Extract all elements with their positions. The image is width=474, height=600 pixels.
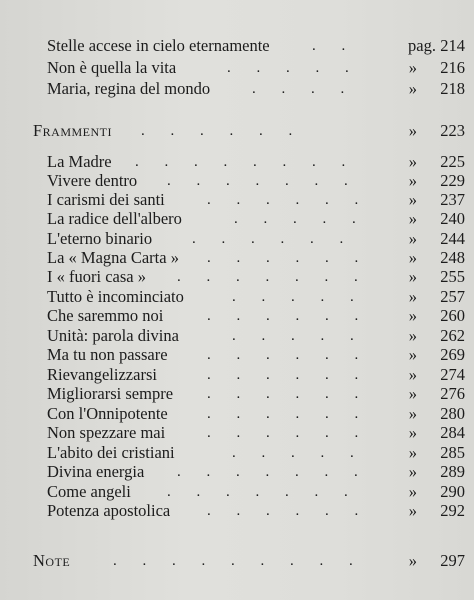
- ditto-marker: »: [408, 229, 417, 248]
- entry-title: I « fuori casa »: [47, 267, 146, 286]
- dot-leaders: . . . . . .: [207, 503, 370, 519]
- ditto-marker: »: [408, 209, 417, 228]
- entry-title: Vivere dentro: [47, 171, 138, 190]
- page-number: 284: [440, 423, 465, 442]
- entry-title: Ma tu non passare: [47, 345, 168, 364]
- dot-leaders: . . . . . .: [207, 406, 370, 422]
- ditto-marker: »: [408, 501, 417, 520]
- page-number: 244: [440, 229, 465, 248]
- dot-leaders: . . . . . . . . .: [113, 553, 364, 569]
- ditto-marker: »: [408, 443, 417, 462]
- page-number: 214: [440, 36, 465, 55]
- entry-title: L'eterno binario: [47, 229, 153, 248]
- ditto-marker: »: [408, 345, 417, 364]
- section-title: Note: [33, 551, 71, 570]
- dot-leaders: . . . . . . .: [177, 269, 369, 285]
- dot-leaders: . . . . . . .: [167, 173, 359, 189]
- ditto-marker: »: [408, 306, 417, 325]
- ditto-marker: »: [408, 58, 417, 77]
- ditto-marker: »: [408, 482, 417, 501]
- entry-title: Migliorarsi sempre: [47, 384, 174, 403]
- dot-leaders: . . . . .: [232, 289, 365, 305]
- ditto-marker: »: [408, 365, 417, 384]
- page-number: 218: [440, 79, 465, 98]
- entry-title: La « Magna Carta »: [47, 248, 179, 267]
- dot-leaders: . . . . . .: [207, 192, 370, 208]
- dot-leaders: . . . . . .: [207, 308, 370, 324]
- entry-title: Divina energia: [47, 462, 145, 481]
- page-number: 297: [440, 551, 465, 570]
- page-number: 240: [440, 209, 465, 228]
- entry-title: Non spezzare mai: [47, 423, 166, 442]
- page-number: 248: [440, 248, 465, 267]
- entry-title: I carismi dei santi: [47, 190, 165, 209]
- page-number: 292: [440, 501, 465, 520]
- page-number: 289: [440, 462, 465, 481]
- ditto-marker: »: [408, 248, 417, 267]
- page-number: 276: [440, 384, 465, 403]
- ditto-marker: »: [408, 121, 417, 140]
- page-number: 225: [440, 152, 465, 171]
- entry-title: Stelle accese in cielo eternamente: [47, 36, 270, 55]
- entry-title: Che saremmo noi: [47, 306, 164, 325]
- ditto-marker: »: [408, 326, 417, 345]
- entry-title: La Madre: [47, 152, 112, 171]
- dot-leaders: . . . . . .: [207, 386, 370, 402]
- ditto-marker: »: [408, 190, 417, 209]
- entry-title: Potenza apostolica: [47, 501, 171, 520]
- dot-leaders: . . . . . .: [207, 347, 370, 363]
- entry-title: Tutto è incominciato: [47, 287, 184, 306]
- dot-leaders: . . . . . .: [207, 425, 370, 441]
- page-number: 285: [440, 443, 465, 462]
- dot-leaders: . . . . . .: [207, 367, 370, 383]
- ditto-marker: »: [408, 404, 417, 423]
- page-number: 216: [440, 58, 465, 77]
- entry-title: Unità: parola divina: [47, 326, 179, 345]
- page-number: 229: [440, 171, 465, 190]
- section-title: Frammenti: [33, 121, 113, 140]
- page-number: 255: [440, 267, 465, 286]
- page-number: 269: [440, 345, 465, 364]
- page-number: 280: [440, 404, 465, 423]
- entry-title: Come angeli: [47, 482, 131, 501]
- page-number: 262: [440, 326, 465, 345]
- entry-title: Maria, regina del mondo: [47, 79, 211, 98]
- page-number: 223: [440, 121, 465, 140]
- ditto-marker: »: [408, 551, 417, 570]
- dot-leaders: . . . . . . . .: [135, 154, 357, 170]
- ditto-marker: »: [408, 423, 417, 442]
- ditto-marker: »: [408, 152, 417, 171]
- dot-leaders: . . . . .: [232, 328, 365, 344]
- page-number: 237: [440, 190, 465, 209]
- entry-title: Non è quella la vita: [47, 58, 177, 77]
- entry-title: L'abito dei cristiani: [47, 443, 175, 462]
- entry-title: Con l'Onnipotente: [47, 404, 168, 423]
- dot-leaders: . . . . .: [232, 445, 365, 461]
- page-prefix: pag.: [408, 36, 436, 55]
- ditto-marker: »: [408, 79, 417, 98]
- ditto-marker: »: [408, 287, 417, 306]
- dot-leaders: . .: [312, 38, 357, 54]
- dot-leaders: . . . . . .: [141, 123, 304, 139]
- ditto-marker: »: [408, 267, 417, 286]
- dot-leaders: . . . . . .: [207, 250, 370, 266]
- dot-leaders: . . . .: [252, 81, 356, 97]
- dot-leaders: . . . . .: [227, 60, 360, 76]
- dot-leaders: . . . . . . .: [177, 464, 369, 480]
- dot-leaders: . . . . . . .: [167, 484, 359, 500]
- ditto-marker: »: [408, 171, 417, 190]
- entry-title: Rievangelizzarsi: [47, 365, 157, 384]
- page-number: 274: [440, 365, 465, 384]
- dot-leaders: . . . . .: [234, 211, 367, 227]
- ditto-marker: »: [408, 384, 417, 403]
- page-number: 290: [440, 482, 465, 501]
- entry-title: La radice dell'albero: [47, 209, 182, 228]
- dot-leaders: . . . . . .: [192, 231, 355, 247]
- page-number: 260: [440, 306, 465, 325]
- ditto-marker: »: [408, 462, 417, 481]
- page-number: 257: [440, 287, 465, 306]
